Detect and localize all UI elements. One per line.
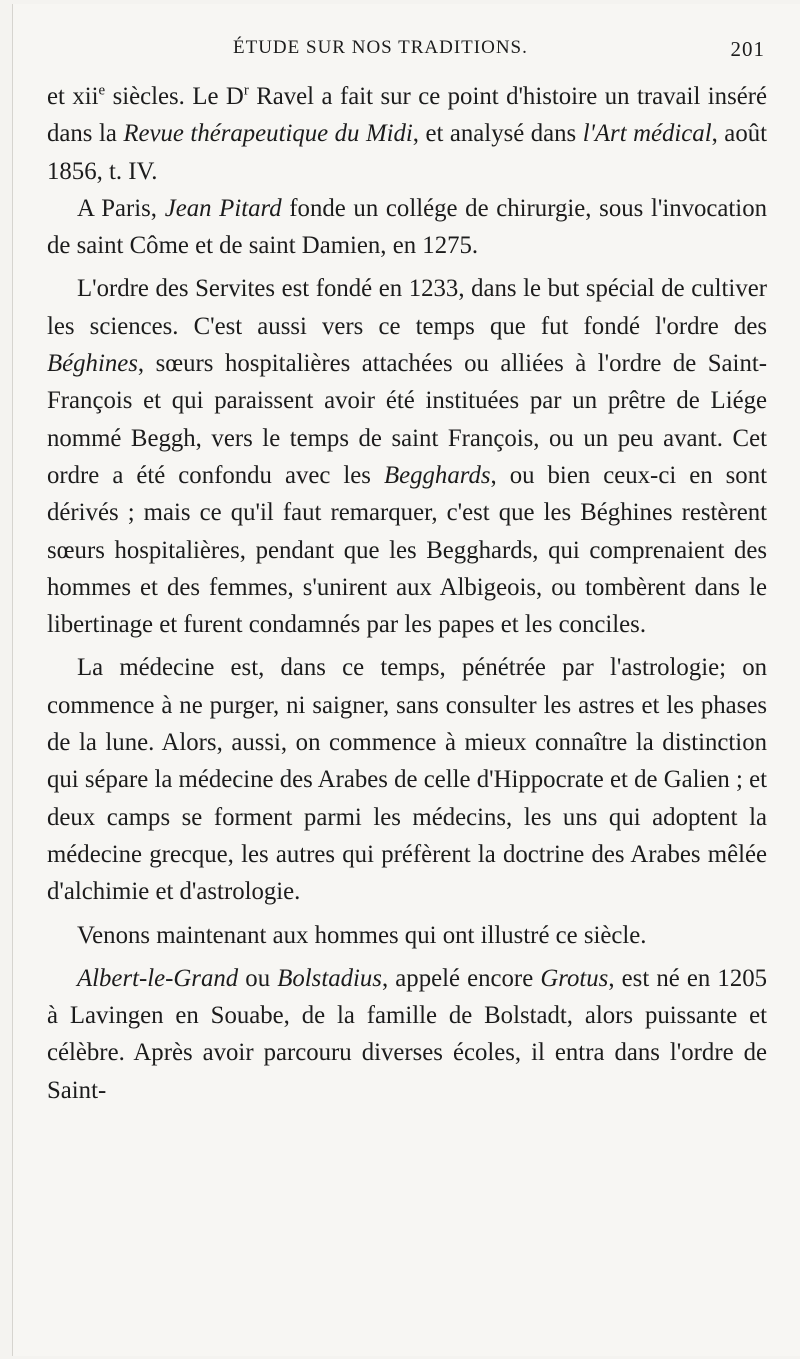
page-header xyxy=(13,37,800,67)
text-run: Ravel a fait sur ce point d'histoire un travail inséré dans la xyxy=(47,83,767,148)
page-number: 201 xyxy=(730,37,765,61)
order-name: Béghines xyxy=(47,350,138,378)
text-run: ou xyxy=(238,964,278,992)
text-run: A Paris, xyxy=(77,194,165,222)
superscript: e xyxy=(98,82,106,99)
paragraph-2 xyxy=(47,190,767,265)
person-name: Bolstadius xyxy=(277,964,382,992)
paragraph-1 xyxy=(47,78,767,190)
paragraph-5 xyxy=(47,917,767,954)
person-name: Albert-le-Grand xyxy=(77,964,239,992)
superscript: r xyxy=(243,82,249,99)
text-run: , et analysé dans xyxy=(412,120,583,148)
paragraph-6 xyxy=(47,960,767,1109)
text-run: , appelé encore xyxy=(381,964,541,992)
text-run: siècles. Le D xyxy=(105,83,244,110)
text-run: La médecine est, dans ce temps, pénétrée par l'astrologie; on commence à ne purger, ni saigner, sans consulter les astres et les phases de la lune. Alors, aussi, on commence à mieux connaître la distinction qui sépare la médecine des Arabes de celle d'Hippocrate et de Galien ; et deux camps se forment parmi les médecins, les uns qui adoptent la médecine grecque, les autres qui préfèrent la doctrine des Arabes mêlée d'alchimie et d'astrologie. xyxy=(47,654,767,906)
text-run: Venons maintenant aux hommes qui ont illustré ce siècle. xyxy=(77,921,647,949)
body-text xyxy=(47,78,767,1109)
order-name: Begghards xyxy=(383,461,491,489)
paragraph-3 xyxy=(47,270,767,643)
paragraph-4 xyxy=(47,649,767,910)
text-run: fonde un collége de chirurgie, sous l'invocation de saint Côme et de saint Damien, en 1275. xyxy=(47,194,767,260)
journal-title: Revue thérapeutique du Midi xyxy=(123,120,413,148)
text-run: , août 1856, t. IV. xyxy=(47,120,768,185)
running-head: ÉTUDE SUR NOS TRADITIONS. xyxy=(233,37,528,58)
text-run: L'ordre des Servites est fondé en 1233, dans le but spécial de cultiver les sciences. C'est aussi vers ce temps que fut fondé l'ordre des xyxy=(47,275,767,340)
text-run: , sœurs hospitalières attachées ou alliées à l'ordre de Saint-François et qui paraissent avoir été instituées par un prêtre de Liége nommé Beggh, vers le temps de saint François, ou un peu avant. Cet ordre a été confondu avec les xyxy=(47,350,767,489)
person-name: Jean Pitard xyxy=(164,194,282,222)
text-run: , ou bien ceux-ci en sont dérivés ; mais ce qu'il faut remarquer, c'est que les Béghines restèrent sœurs hospitalières, pendant que les Begghards, qui comprenaient des hommes et des femmes, s'unirent aux Albigeois, ou tombèrent dans le libertinage et furent condamnés par les papes et les conciles. xyxy=(47,461,767,639)
text-run: , est né en 1205 à Lavingen en Souabe, de la famille de Bolstadt, alors puissante et célèbre. Après avoir parcouru diverses écoles, il entra dans l'ordre de Saint- xyxy=(47,964,768,1104)
journal-title: l'Art médical xyxy=(582,120,712,148)
text-run: et xii xyxy=(47,83,99,110)
person-name: Grotus xyxy=(540,964,609,992)
book-page xyxy=(12,4,800,1356)
